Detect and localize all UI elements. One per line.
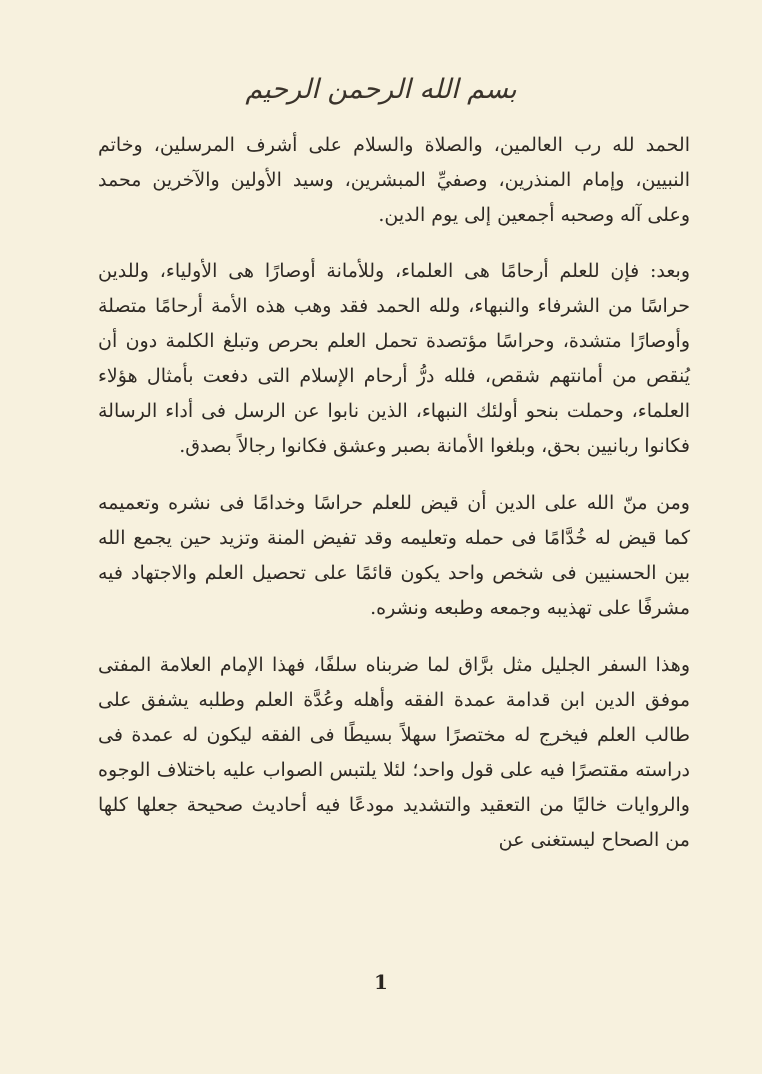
paragraph-3: ومن منّ الله على الدين أن قيض للعلم حراسًا وخدامًا فى نشره وتعميمه كما قيض له خُدَّامًا فى حمله وتعليمه وقد تفيض المنة وتزيد حين يجمع الله بين الحسنيين فى شخص واحد يكون قائمًا على تحصيل العلم والاجتهاد فيه مشرفًا على تهذيبه وجمعه وطبعه ونشره. — [98, 492, 690, 619]
paragraph-1: الحمد لله رب العالمين، والصلاة والسلام على أشرف المرسلين، وخاتم النبيين، وإمام المنذرين، وصفيِّ المبشرين، وسيد الأولين والآخرين محمد وعلى آله وصحبه أجمعين إلى يوم الدين. — [98, 134, 690, 226]
paragraph-4: وهذا السفر الجليل مثل برَّاق لما ضربناه سلفًا، فهذا الإمام العلامة المفتى موفق الدين ابن قدامة عمدة الفقه وأهله وعُدَّة العلم وطلبه يشفق على طالب العلم فيخرج له مختصرًا سهلاً بسيطًا فى الفقه ليكون له عمدة فى دراسته مقتصرًا فيه على قول واحد؛ لئلا يلتبس الصواب عليه باختلاف الوجوه والروايات خاليًا من التعقيد والتشديد مودعًا فيه أحاديث صحيحة جعلها كلها من الصحاح ليستغنى عن — [98, 654, 690, 851]
paragraph-2: وبعد: فإن للعلم أرحامًا هى العلماء، وللأمانة أوصارًا هى الأولياء، وللدين حراسًا من الشرفاء والنبهاء، ولله الحمد فقد وهب هذه الأمة أرحامًا متصلة وأوصارًا متشدة، وحراسًا مؤتصدة تحمل العلم بحرص وتبلغ الكلمة دون أن يُنقص من أمانتهم شقص، فلله درُّ أرحام الإسلام التى دفعت بأمثال هؤلاء العلماء، وحملت بنحو أولئك النبهاء، الذين نابوا عن الرسل فى أداء الرسالة فكانوا ربانيين بحق، وبلغوا الأمانة بصبر وعشق فكانوا رجالاً بصدق. — [98, 260, 690, 457]
body-text — [98, 128, 690, 880]
page-number: 1 — [374, 970, 388, 994]
basmala-heading: بسم الله الرحمن الرحيم — [245, 74, 517, 105]
